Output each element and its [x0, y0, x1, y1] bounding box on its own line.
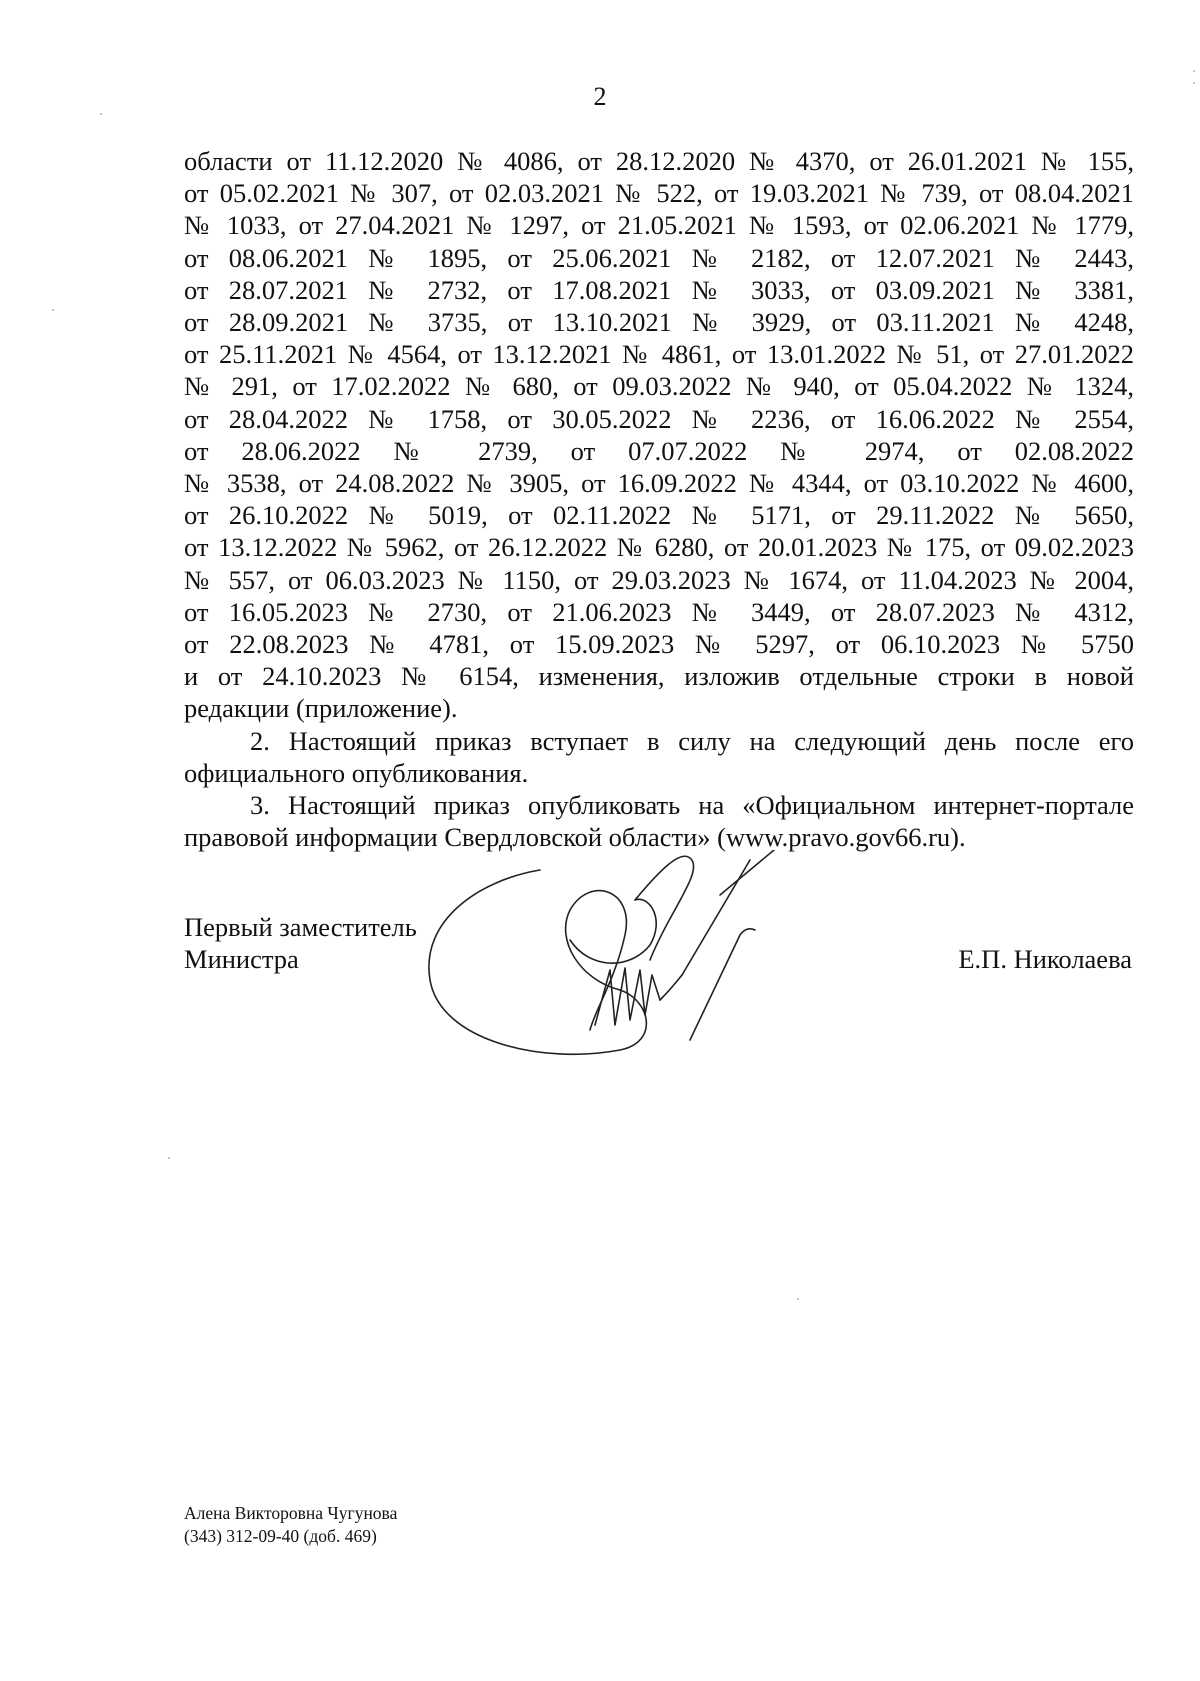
text-line: от 16.05.2023 № 2730, от 21.06.2023 № 3449, от 28.07.2023 № 4312,: [184, 596, 1134, 627]
text-line: и от 24.10.2023 № 6154, изменения, изложив отдельные строки в новой: [184, 661, 1134, 692]
scan-speck: [168, 1157, 170, 1159]
paragraph-3-line: правовой информации Свердловской области» (www.pravo.gov66.ru).: [184, 822, 966, 853]
text-line: от 28.07.2021 № 2732, от 17.08.2021 № 3033, от 03.09.2021 № 3381,: [184, 274, 1134, 305]
paragraph-2-line: официального опубликования.: [184, 757, 529, 788]
executor-name: Алена Викторовна Чугунова: [184, 1503, 398, 1523]
scan-speck: [1193, 82, 1195, 84]
text-line: от 28.09.2021 № 3735, от 13.10.2021 № 3929, от 03.11.2021 № 4248,: [184, 307, 1134, 338]
paragraph-2-line: 2. Настоящий приказ вступает в силу на следующий день после его: [250, 725, 1134, 756]
signer-title-line: Первый заместитель: [184, 912, 417, 942]
order-text: [184, 145, 1134, 853]
signer-name: Е.П. Николаева: [958, 944, 1132, 974]
text-line: № 291, от 17.02.2022 № 680, от 09.03.2022 № 940, от 05.04.2022 № 1324,: [184, 371, 1134, 402]
text-line: от 28.06.2022 № 2739, от 07.07.2022 № 2974, от 02.08.2022: [184, 435, 1134, 466]
text-line: от 26.10.2022 № 5019, от 02.11.2022 № 5171, от 29.11.2022 № 5650,: [184, 500, 1134, 531]
signer-title-line: Министра: [184, 944, 299, 974]
text-line: № 1033, от 27.04.2021 № 1297, от 21.05.2021 № 1593, от 02.06.2021 № 1779,: [184, 210, 1134, 241]
scan-speck: [52, 309, 54, 311]
text-line: области от 11.12.2020 № 4086, от 28.12.2020 № 4370, от 26.01.2021 № 155,: [184, 146, 1134, 176]
paragraph-3-line: 3. Настоящий приказ опубликовать на «Официальном интернет-портале: [250, 790, 1134, 821]
scan-speck: [1193, 70, 1195, 72]
text-line: № 557, от 06.03.2023 № 1150, от 29.03.2023 № 1674, от 11.04.2023 № 2004,: [184, 564, 1134, 595]
text-line: от 25.11.2021 № 4564, от 13.12.2021 № 4861, от 13.01.2022 № 51, от 27.01.2022: [184, 339, 1134, 370]
text-line: № 3538, от 24.08.2022 № 3905, от 16.09.2022 № 4344, от 03.10.2022 № 4600,: [184, 468, 1134, 499]
text-line: от 22.08.2023 № 4781, от 15.09.2023 № 5297, от 06.10.2023 № 5750: [184, 629, 1134, 660]
text-line: от 08.06.2021 № 1895, от 25.06.2021 № 2182, от 12.07.2021 № 2443,: [184, 242, 1134, 273]
text-line: редакции (приложение).: [184, 693, 458, 724]
text-line: от 13.12.2022 № 5962, от 26.12.2022 № 6280, от 20.01.2023 № 175, от 09.02.2023: [184, 532, 1134, 563]
signature-image: [420, 850, 820, 1090]
scan-speck: [100, 113, 102, 115]
text-line: от 28.04.2022 № 1758, от 30.05.2022 № 2236, от 16.06.2022 № 2554,: [184, 403, 1134, 434]
text-line: от 05.02.2021 № 307, от 02.03.2021 № 522, от 19.03.2021 № 739, от 08.04.2021: [184, 178, 1134, 209]
signer-title: [184, 911, 417, 975]
executor-info: [184, 1502, 397, 1548]
scan-speck: [797, 1298, 799, 1300]
executor-phone: (343) 312-09-40 (доб. 469): [184, 1526, 377, 1546]
page-number: 2: [593, 82, 607, 111]
